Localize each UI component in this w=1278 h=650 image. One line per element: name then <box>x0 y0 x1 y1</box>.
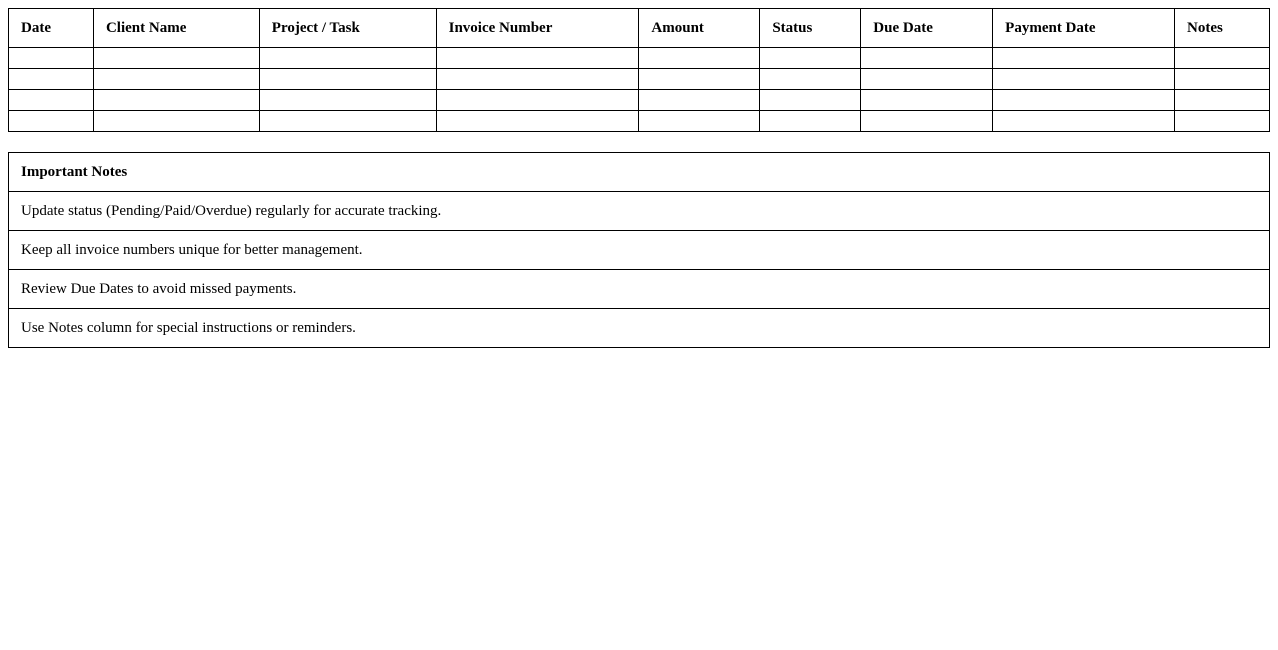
column-header-invoice-number: Invoice Number <box>436 9 639 48</box>
table-cell[interactable] <box>436 90 639 111</box>
note-text: Review Due Dates to avoid missed payments. <box>9 270 1270 309</box>
column-header-date: Date <box>9 9 94 48</box>
table-cell[interactable] <box>93 111 259 132</box>
table-header-row <box>9 9 1270 48</box>
table-cell[interactable] <box>436 69 639 90</box>
table-cell[interactable] <box>639 69 760 90</box>
list-item <box>9 309 1270 348</box>
column-header-notes: Notes <box>1175 9 1270 48</box>
table-cell[interactable] <box>639 48 760 69</box>
table-cell[interactable] <box>993 69 1175 90</box>
list-item <box>9 192 1270 231</box>
table-cell[interactable] <box>993 48 1175 69</box>
table-cell[interactable] <box>9 48 94 69</box>
column-header-amount: Amount <box>639 9 760 48</box>
table-cell[interactable] <box>259 48 436 69</box>
table-cell[interactable] <box>436 111 639 132</box>
table-cell[interactable] <box>861 69 993 90</box>
important-notes-table <box>8 152 1270 348</box>
table-cell[interactable] <box>259 69 436 90</box>
table-cell[interactable] <box>639 90 760 111</box>
column-header-due-date: Due Date <box>861 9 993 48</box>
table-cell[interactable] <box>259 90 436 111</box>
list-item <box>9 231 1270 270</box>
list-item <box>9 270 1270 309</box>
table-row <box>9 90 1270 111</box>
table-cell[interactable] <box>861 90 993 111</box>
column-header-project-task: Project / Task <box>259 9 436 48</box>
table-cell[interactable] <box>9 69 94 90</box>
table-cell[interactable] <box>436 48 639 69</box>
table-cell[interactable] <box>861 111 993 132</box>
notes-header-row <box>9 153 1270 192</box>
table-cell[interactable] <box>760 111 861 132</box>
note-text: Keep all invoice numbers unique for better management. <box>9 231 1270 270</box>
note-text: Use Notes column for special instructions or reminders. <box>9 309 1270 348</box>
table-cell[interactable] <box>760 90 861 111</box>
table-cell[interactable] <box>861 48 993 69</box>
note-text: Update status (Pending/Paid/Overdue) regularly for accurate tracking. <box>9 192 1270 231</box>
table-cell[interactable] <box>93 90 259 111</box>
column-header-status: Status <box>760 9 861 48</box>
column-header-client-name: Client Name <box>93 9 259 48</box>
table-cell[interactable] <box>9 111 94 132</box>
table-cell[interactable] <box>993 90 1175 111</box>
table-cell[interactable] <box>639 111 760 132</box>
column-header-payment-date: Payment Date <box>993 9 1175 48</box>
table-cell[interactable] <box>1175 90 1270 111</box>
table-cell[interactable] <box>1175 69 1270 90</box>
table-cell[interactable] <box>760 48 861 69</box>
table-cell[interactable] <box>993 111 1175 132</box>
table-cell[interactable] <box>93 48 259 69</box>
table-row <box>9 69 1270 90</box>
notes-title: Important Notes <box>9 153 1270 192</box>
table-cell[interactable] <box>93 69 259 90</box>
invoice-tracker-table <box>8 8 1270 132</box>
table-row <box>9 48 1270 69</box>
table-cell[interactable] <box>760 69 861 90</box>
table-cell[interactable] <box>259 111 436 132</box>
table-cell[interactable] <box>1175 48 1270 69</box>
table-cell[interactable] <box>1175 111 1270 132</box>
table-cell[interactable] <box>9 90 94 111</box>
table-row <box>9 111 1270 132</box>
